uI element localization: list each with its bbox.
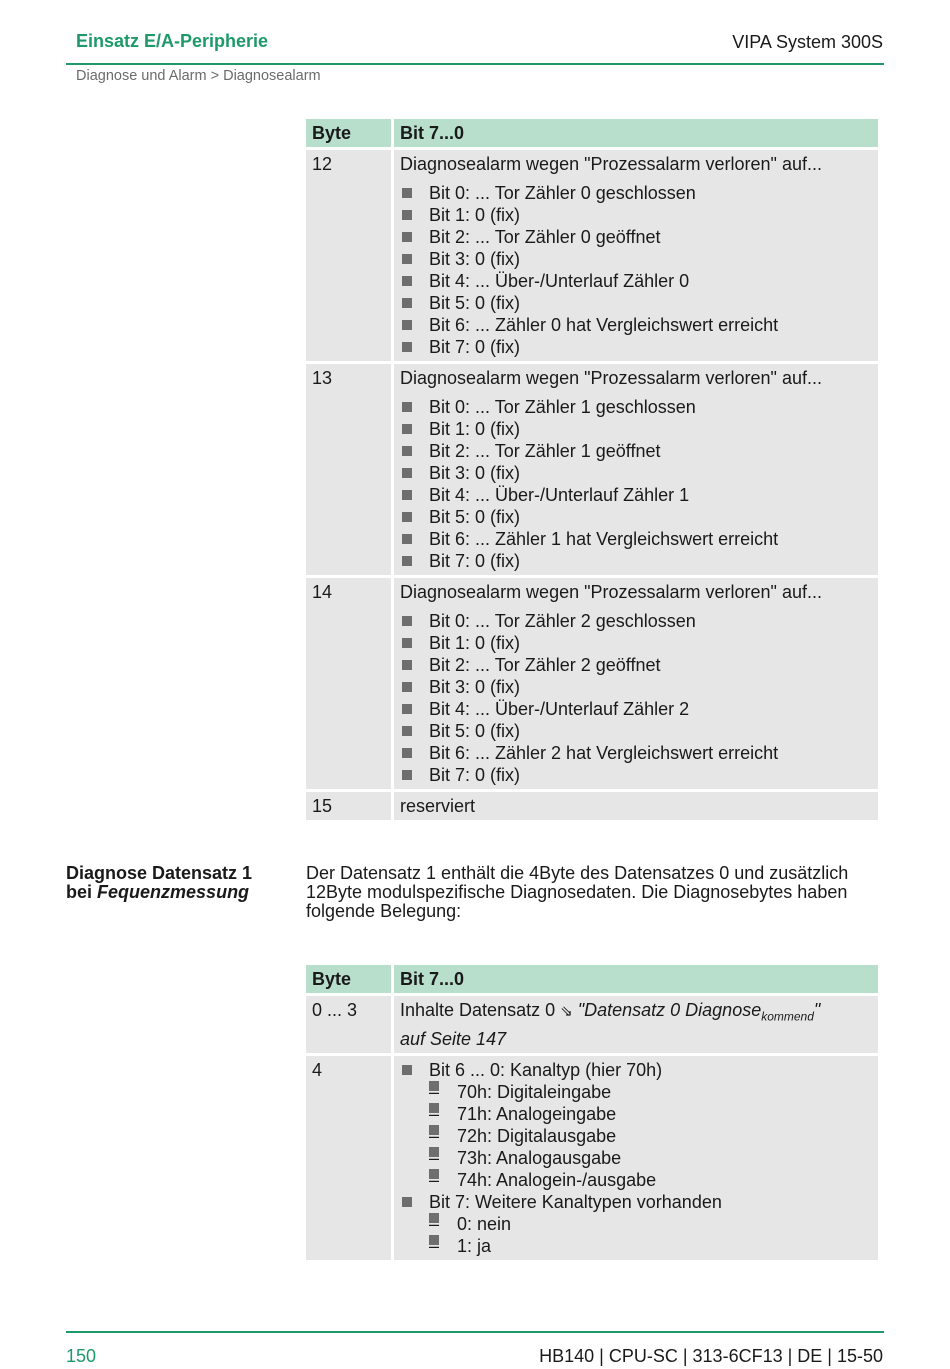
bit-list	[400, 182, 872, 358]
bits-cell: reserviert	[394, 792, 878, 820]
list-item: Bit 0: ... Tor Zähler 0 geschlossen	[400, 182, 872, 204]
row-heading: Diagnosealarm wegen "Prozessalarm verloren" auf...	[400, 154, 822, 174]
byte-cell: 15	[306, 792, 391, 820]
document-reference: HB140 | CPU-SC | 313-6CF13 | DE | 15-50	[539, 1346, 883, 1366]
list-item: – 74h: Analogein-/ausgabe	[429, 1169, 872, 1191]
list-item: Bit 7: 0 (fix)	[400, 764, 872, 786]
bits-cell	[394, 1056, 878, 1260]
footer-rule	[66, 1331, 884, 1333]
side-title-italic: Fequenzmessung	[97, 882, 250, 902]
bit-list	[400, 396, 872, 572]
section-side-title	[66, 864, 291, 902]
col-header-byte: Byte	[306, 119, 391, 147]
list-item: Bit 0: ... Tor Zähler 1 geschlossen	[400, 396, 872, 418]
byte-cell: 0 ... 3	[306, 996, 391, 1053]
list-item	[400, 1191, 872, 1257]
bits-cell	[394, 578, 878, 789]
list-item: Bit 7: 0 (fix)	[400, 550, 872, 572]
col-header-bits: Bit 7...0	[394, 119, 878, 147]
bits-cell	[394, 150, 878, 361]
list-item: – 1: ja	[429, 1235, 872, 1257]
section-intro-text: Der Datensatz 1 enthält die 4Byte des Datensatzes 0 und zusätzlich 12Byte modulspezifische Diagnosedaten. Die Diagnosebytes haben folgende Belegung:	[306, 863, 849, 921]
list-item: Bit 4: ... Über-/Unterlauf Zähler 1	[400, 484, 872, 506]
cross-reference-arrow-icon: ⇘	[560, 1003, 573, 1020]
list-item: – 0: nein	[429, 1213, 872, 1235]
byte-cell: 13	[306, 364, 391, 575]
list-item: Bit 5: 0 (fix)	[400, 506, 872, 528]
list-item: – 70h: Digitaleingabe	[429, 1081, 872, 1103]
row-text: Inhalte Datensatz 0	[400, 1000, 556, 1020]
diagnose-byte-table-1	[303, 116, 881, 823]
flag-list	[429, 1213, 872, 1257]
list-item: Bit 3: 0 (fix)	[400, 248, 872, 270]
list-item: Bit 1: 0 (fix)	[400, 204, 872, 226]
cross-reference-title: "Datensatz 0 Diagnose	[577, 1000, 762, 1020]
byte-cell: 12	[306, 150, 391, 361]
list-item: – 73h: Analogausgabe	[429, 1147, 872, 1169]
cross-reference-subscript: kommend	[761, 1009, 814, 1024]
list-item: Bit 7: 0 (fix)	[400, 336, 872, 358]
bit-list	[400, 610, 872, 786]
page-number: 150	[66, 1346, 97, 1366]
list-item: – 72h: Digitalausgabe	[429, 1125, 872, 1147]
list-item: Bit 6: ... Zähler 0 hat Vergleichswert erreicht	[400, 314, 872, 336]
list-item: Bit 6: ... Zähler 2 hat Vergleichswert erreicht	[400, 742, 872, 764]
byte-cell: 14	[306, 578, 391, 789]
cross-reference-page: auf Seite 147	[400, 1028, 507, 1049]
list-item: – 71h: Analogeingabe	[429, 1103, 872, 1125]
list-item: Bit 0: ... Tor Zähler 2 geschlossen	[400, 610, 872, 632]
list-item: Bit 4: ... Über-/Unterlauf Zähler 2	[400, 698, 872, 720]
table-row	[306, 364, 878, 575]
list-item: Bit 5: 0 (fix)	[400, 720, 872, 742]
table-header-row	[306, 965, 878, 993]
bits-cell	[394, 364, 878, 575]
list-item: Bit 2: ... Tor Zähler 2 geöffnet	[400, 654, 872, 676]
side-title-line1: Diagnose Datensatz 1	[66, 863, 253, 883]
table-header-row	[306, 119, 878, 147]
col-header-bits: Bit 7...0	[394, 965, 878, 993]
bit-label: Bit 7: Weitere Kanaltypen vorhanden	[429, 1191, 722, 1212]
breadcrumb: Diagnose und Alarm > Diagnosealarm	[76, 68, 321, 84]
list-item: Bit 6: ... Zähler 1 hat Vergleichswert erreicht	[400, 528, 872, 550]
bits-cell	[394, 996, 878, 1053]
table-row	[306, 578, 878, 789]
header-product-name: VIPA System 300S	[732, 32, 883, 52]
table-row	[306, 996, 878, 1053]
list-item: Bit 2: ... Tor Zähler 0 geöffnet	[400, 226, 872, 248]
list-item: Bit 2: ... Tor Zähler 1 geöffnet	[400, 440, 872, 462]
header-section-title: Einsatz E/A-Peripherie	[76, 31, 269, 51]
table-row	[306, 792, 878, 820]
row-heading: Diagnosealarm wegen "Prozessalarm verloren" auf...	[400, 368, 822, 388]
side-title-line2	[66, 883, 291, 902]
list-item: Bit 4: ... Über-/Unterlauf Zähler 0	[400, 270, 872, 292]
table-row	[306, 1056, 878, 1260]
header-rule	[66, 63, 884, 65]
list-item: Bit 1: 0 (fix)	[400, 632, 872, 654]
cross-reference-close-quote: "	[813, 1000, 821, 1020]
table-row	[306, 150, 878, 361]
diagnose-byte-table-2	[303, 962, 881, 1263]
side-title-prefix: bei	[66, 882, 93, 902]
byte-cell: 4	[306, 1056, 391, 1260]
list-item	[400, 1059, 872, 1191]
channel-type-list	[429, 1081, 872, 1191]
list-item: Bit 3: 0 (fix)	[400, 676, 872, 698]
list-item: Bit 1: 0 (fix)	[400, 418, 872, 440]
bit-list	[400, 1059, 872, 1257]
list-item: Bit 3: 0 (fix)	[400, 462, 872, 484]
bit-label: Bit 6 ... 0: Kanaltyp (hier 70h)	[429, 1059, 663, 1080]
list-item: Bit 5: 0 (fix)	[400, 292, 872, 314]
col-header-byte: Byte	[306, 965, 391, 993]
row-heading: Diagnosealarm wegen "Prozessalarm verloren" auf...	[400, 582, 822, 602]
